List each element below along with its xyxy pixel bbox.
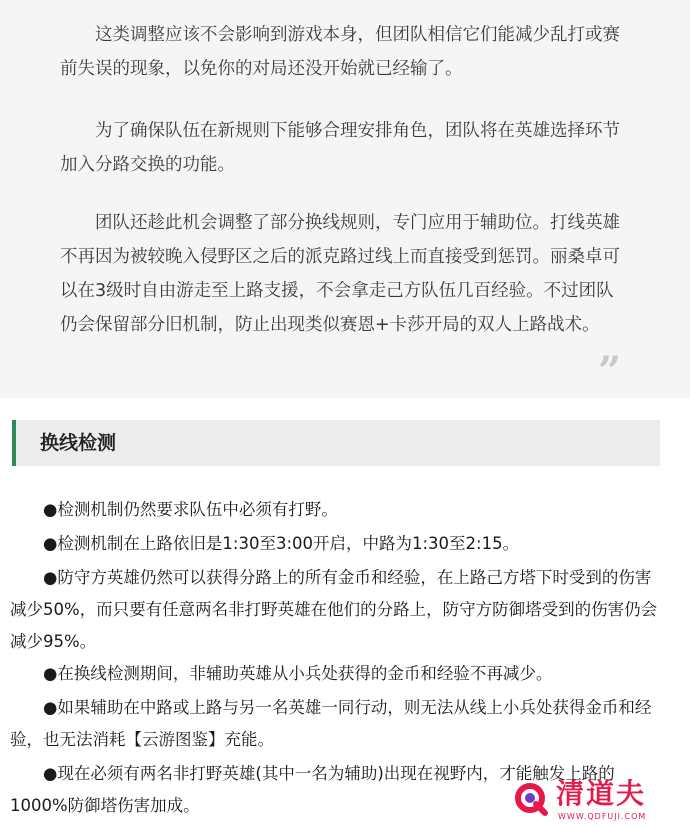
list-item: ●现在必须有两名非打野英雄(其中一名为辅助)出现在视野内，才能触发上路的1000%防御塔伤害加成。 xyxy=(10,764,615,815)
section-title: 换线检测 xyxy=(40,432,117,454)
watermark-url: WWW.QDFUJI.COM xyxy=(558,812,647,821)
quote-paragraph: 团队还趁此机会调整了部分换线规则，专门应用于辅助位。打线英雄不再因为被较晚入侵野区之后的派克路过线上而直接受到惩罚。丽桑卓可以在3级时自由游走至上路支援，不会拿走己方队伍几百经验。不过团队仍会保留部分旧机制，防止出现类似赛恩+卡莎开局的双人上路战术。 xyxy=(60,213,620,335)
section-header xyxy=(12,420,660,466)
list-item: ●如果辅助在中路或上路与另一名英雄一同行动，则无法从线上小兵处获得金币和经验，也无法消耗【云游图鉴】充能。 xyxy=(10,698,652,749)
list-item: ●检测机制在上路依旧是1:30至3:00开启，中路为1:30至2:15。 xyxy=(43,534,520,553)
list-item: ●在换线检测期间，非辅助英雄从小兵处获得的金币和经验不再减少。 xyxy=(43,664,553,683)
quote-paragraph: 为了确保队伍在新规则下能够合理安排角色，团队将在英雄选择环节加入分路交换的功能。 xyxy=(60,121,620,175)
list-item: ●防守方英雄仍然可以获得分路上的所有金币和经验，在上路己方塔下时受到的伤害减少50%，而只要有任意两名非打野英雄在他们的分路上，防守方防御塔受到的伤害仍会减少95%。 xyxy=(10,568,658,651)
quote-paragraph: 这类调整应该不会影响到游戏本身，但团队相信它们能减少乱打或赛前失误的现象，以免你的对局还没开始就已经输了。 xyxy=(60,25,620,79)
watermark xyxy=(512,776,690,826)
quote-block xyxy=(0,0,690,398)
list-item: ●检测机制仍然要求队伍中必须有打野。 xyxy=(43,500,338,519)
brand-logo-icon xyxy=(512,780,548,816)
watermark-brand: 清道夫 xyxy=(556,777,647,810)
close-quote-icon: ” xyxy=(598,348,622,395)
